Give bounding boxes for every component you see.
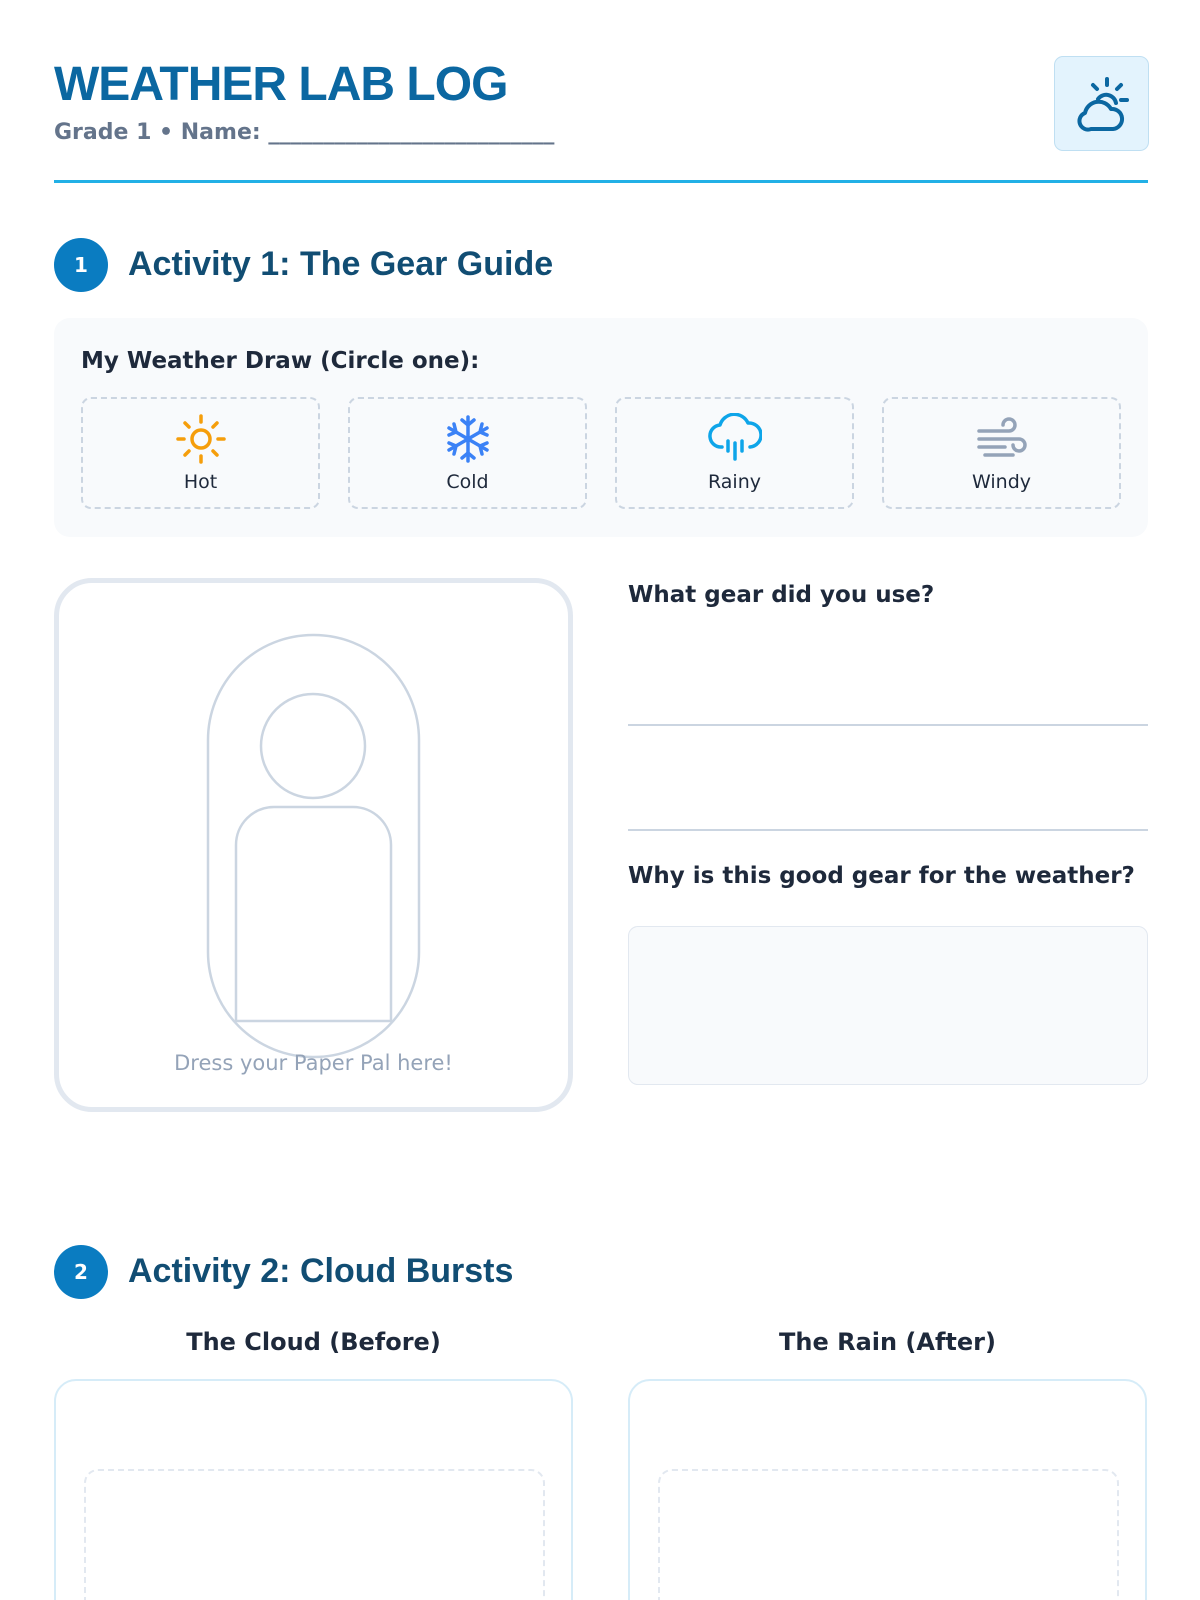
weather-draw-label: My Weather Draw (Circle one): (81, 348, 480, 374)
weather-choice-label: Hot (183, 471, 218, 493)
grade-name-line: Grade 1 • Name: __________________________ (54, 120, 555, 145)
weather-choice-label: Cold (446, 471, 489, 493)
activity2-badge: 2 (54, 1245, 108, 1299)
rain-after-label: The Rain (After) (779, 1328, 996, 1356)
page-title: WEATHER LAB LOG (54, 58, 508, 111)
wind-icon (975, 413, 1029, 465)
weather-choice-cold[interactable] (348, 397, 587, 509)
why-gear-question-label: Why is this good gear for the weather? (628, 863, 1135, 889)
cloud-before-frame[interactable] (54, 1379, 573, 1600)
activity1-heading (54, 238, 1148, 292)
weather-choices (81, 397, 1121, 509)
snowflake-icon (442, 413, 494, 465)
weather-choice-label: Windy (972, 471, 1031, 493)
activity1-badge: 1 (54, 238, 108, 292)
activity1-title: Activity 1: The Gear Guide (128, 245, 554, 283)
cloud-before-drawing-area[interactable] (84, 1469, 545, 1600)
why-gear-answer-box[interactable] (628, 926, 1148, 1085)
paper-pal-drawing-area[interactable] (54, 578, 573, 1112)
rain-cloud-icon (708, 413, 762, 465)
gear-answer-line-1[interactable] (628, 724, 1148, 726)
weather-choice-windy[interactable] (882, 397, 1121, 509)
activity2-heading (54, 1245, 1148, 1299)
cloud-before-label: The Cloud (Before) (186, 1328, 441, 1356)
weather-choice-label: Rainy (708, 471, 761, 493)
sun-icon (175, 413, 227, 465)
gear-answer-line-2[interactable] (628, 829, 1148, 831)
rain-after-drawing-area[interactable] (658, 1469, 1119, 1600)
weather-draw-panel (54, 318, 1148, 537)
paper-pal-caption: Dress your Paper Pal here! (174, 1051, 453, 1075)
weather-choice-rainy[interactable] (615, 397, 854, 509)
activity2-title: Activity 2: Cloud Bursts (128, 1252, 514, 1290)
rain-after-frame[interactable] (628, 1379, 1147, 1600)
gear-question-label: What gear did you use? (628, 582, 935, 608)
header-divider (54, 180, 1148, 183)
sun-behind-cloud-icon (1054, 56, 1149, 151)
weather-choice-hot[interactable] (81, 397, 320, 509)
paper-pal-outline-icon (59, 583, 568, 1107)
